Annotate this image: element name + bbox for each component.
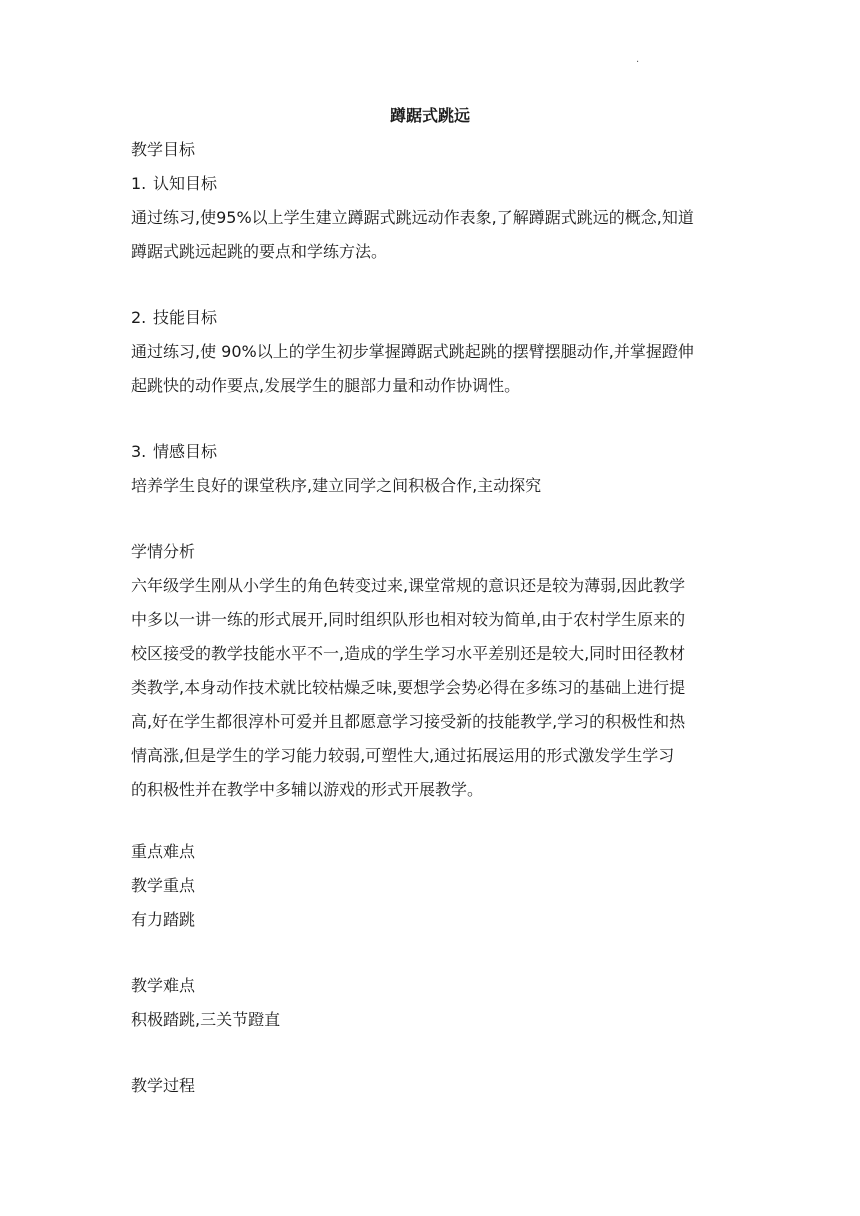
- emotion-line-1: 培养学生良好的课堂秩序,建立同学之间积极合作,主动探究: [131, 476, 542, 495]
- cognitive-line-1: 通过练习,使95%以上学生建立蹲踞式跳远动作表象,了解蹲踞式跳远的概念,知道: [131, 208, 694, 227]
- emotion-objective-heading: [131, 440, 731, 464]
- skill-line-1: 通过练习,使 90%以上的学生初步掌握蹲踞式跳起跳的摆臂摆腿动作,并掌握蹬伸: [131, 342, 694, 361]
- skill-heading-text: 技能目标: [153, 308, 218, 327]
- difficult-text: 积极踏跳,三关节蹬直: [131, 1010, 281, 1029]
- skill-line-2: 起跳快的动作要点,发展学生的腿部力量和动作协调性。: [131, 376, 521, 395]
- skill-number: 2.: [131, 308, 147, 327]
- cognitive-number: 1.: [131, 174, 147, 193]
- difficult-heading: 教学难点: [131, 976, 196, 995]
- analysis-line-3: 校区接受的教学技能水平不一,造成的学生学习水平差别还是较大,同时田径教材: [131, 644, 686, 663]
- analysis-line-4: 类教学,本身动作技术就比较枯燥乏味,要想学会势必得在多练习的基础上进行提: [131, 678, 686, 697]
- header-dot: ·: [636, 57, 640, 68]
- document-title: 蹲踞式跳远: [389, 106, 470, 125]
- cognitive-heading-text: 认知目标: [153, 174, 218, 193]
- analysis-line-2: 中多以一讲一练的形式展开,同时组织队形也相对较为简单,由于农村学生原来的: [131, 610, 686, 629]
- key-text: 有力踏跳: [131, 910, 196, 929]
- objectives-heading: 教学目标: [131, 140, 196, 159]
- cognitive-line-2: 蹲踞式跳远起跳的要点和学练方法。: [131, 242, 388, 261]
- analysis-line-7: 的积极性并在教学中多辅以游戏的形式开展教学。: [131, 780, 484, 799]
- analysis-line-5: 高,好在学生都很淳朴可爱并且都愿意学习接受新的技能教学,学习的积极性和热: [131, 712, 686, 731]
- analysis-line-1: 六年级学生刚从小学生的角色转变过来,课堂常规的意识还是较为薄弱,因此教学: [131, 576, 686, 595]
- key-heading: 教学重点: [131, 876, 196, 895]
- skill-objective-heading: [131, 306, 731, 330]
- analysis-heading: 学情分析: [131, 542, 196, 561]
- key-points-heading: 重点难点: [131, 842, 196, 861]
- process-heading: 教学过程: [131, 1076, 196, 1095]
- analysis-line-6: 情高涨,但是学生的学习能力较弱,可塑性大,通过拓展运用的形式激发学生学习: [131, 746, 675, 765]
- cognitive-objective-heading: [131, 172, 731, 196]
- emotion-heading-text: 情感目标: [153, 442, 218, 461]
- emotion-number: 3.: [131, 442, 147, 461]
